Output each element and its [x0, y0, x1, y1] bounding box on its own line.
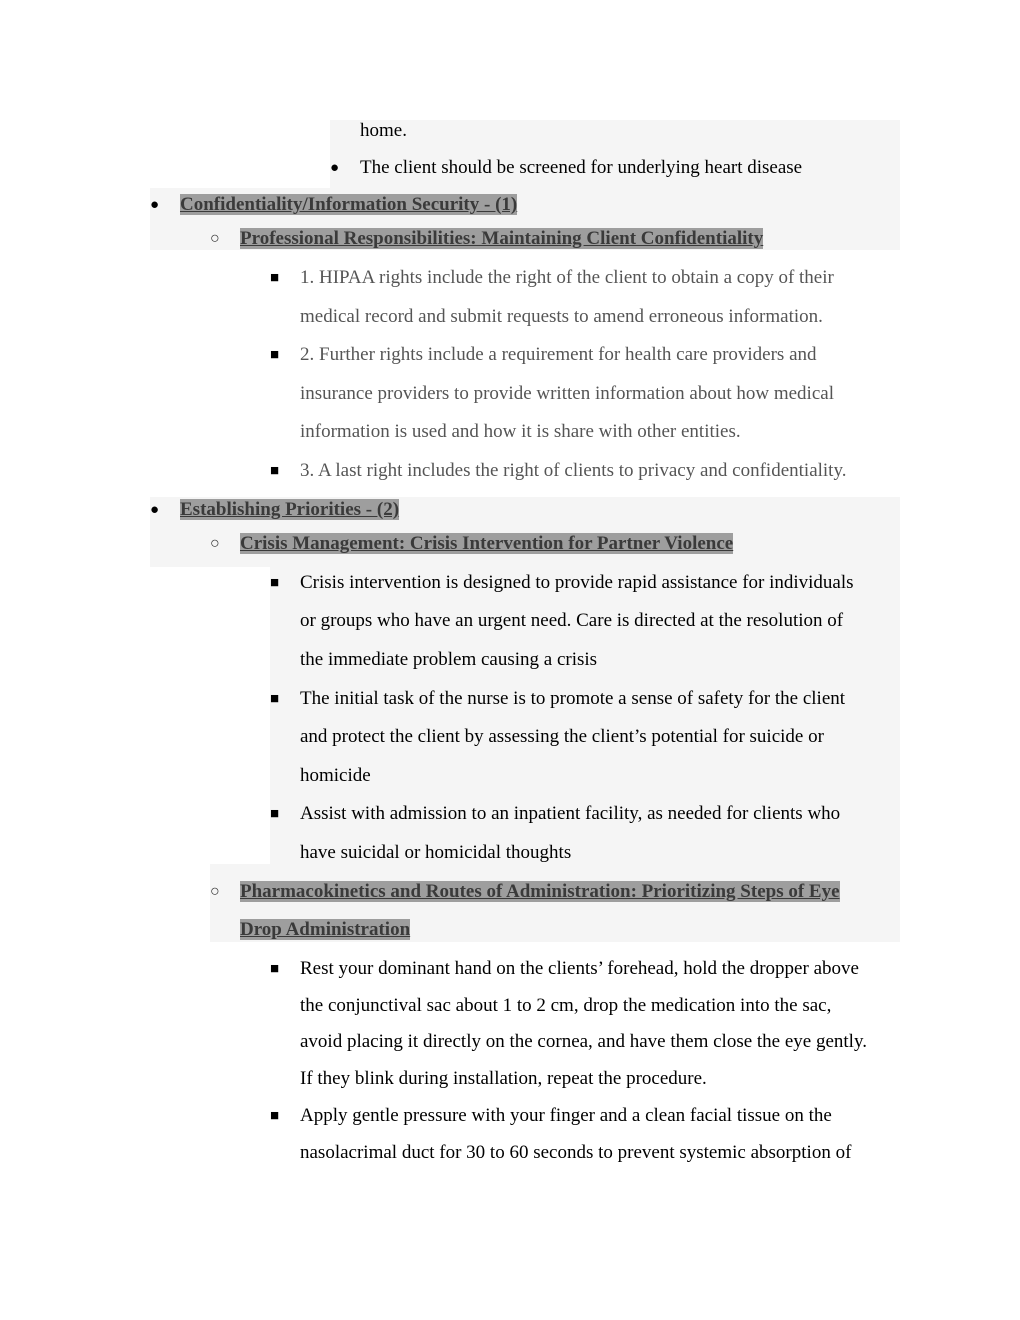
- pharm-sub-heading-line-1: [240, 881, 840, 903]
- square-bullet-icon: ■: [270, 806, 280, 822]
- section2-heading-text: Establishing Priorities - (2): [180, 499, 400, 520]
- square-bullet-icon: ■: [270, 463, 280, 479]
- disc-bullet-icon: ●: [150, 197, 160, 213]
- square-bullet-icon: ■: [270, 1108, 280, 1124]
- eye-drop-item-2-line-2: nasolacrimal duct for 30 to 60 seconds to prevent systemic absorption of: [300, 1142, 852, 1163]
- hipaa-item-1-line-1: 1. HIPAA rights include the right of the client to obtain a copy of their: [300, 267, 834, 288]
- section1-heading-text: Confidentiality/Information Security - (1): [180, 194, 518, 215]
- section1-heading: [180, 194, 517, 216]
- square-bullet-icon: ■: [270, 270, 280, 286]
- circle-bullet-icon: ○: [210, 230, 220, 247]
- section1-sub-heading-text: Professional Responsibilities: Maintaining Client Confidentiality: [240, 228, 764, 249]
- square-bullet-icon: ■: [270, 961, 280, 977]
- crisis-sub-heading-text: Crisis Management: Crisis Intervention for Partner Violence: [240, 533, 734, 554]
- carryover-bullet-text: The client should be screened for underlying heart disease: [360, 157, 803, 178]
- eye-drop-item-1-line-1: Rest your dominant hand on the clients’ forehead, hold the dropper above: [300, 958, 859, 979]
- hipaa-item-2-line-3: information is used and how it is share with other entities.: [300, 421, 741, 442]
- circle-bullet-icon: ○: [210, 883, 220, 900]
- disc-bullet-icon: ●: [150, 502, 160, 518]
- section2-heading: [180, 499, 399, 521]
- pharm-sub-heading-line-2: [240, 919, 410, 941]
- crisis-item-3-line-2: have suicidal or homicidal thoughts: [300, 842, 572, 863]
- shade-carryover: [330, 120, 900, 190]
- crisis-sub-heading: [240, 533, 733, 555]
- carryover-line: home.: [360, 120, 407, 141]
- eye-drop-item-1-line-3: avoid placing it directly on the cornea, and have them close the eye gently.: [300, 1031, 867, 1052]
- square-bullet-icon: ■: [270, 575, 280, 591]
- eye-drop-item-2-line-1: Apply gentle pressure with your finger and a clean facial tissue on the: [300, 1105, 832, 1126]
- eye-drop-item-1-line-2: the conjunctival sac about 1 to 2 cm, drop the medication into the sac,: [300, 995, 832, 1016]
- circle-bullet-icon: ○: [210, 535, 220, 552]
- hipaa-item-2-line-2: insurance providers to provide written information about how medical: [300, 383, 834, 404]
- crisis-item-1-line-3: the immediate problem causing a crisis: [300, 649, 598, 670]
- crisis-item-3-line-1: Assist with admission to an inpatient facility, as needed for clients who: [300, 803, 841, 824]
- pharm-sub-heading-text-2: Drop Administration: [240, 919, 411, 940]
- crisis-item-2-line-3: homicide: [300, 765, 371, 786]
- section1-sub-heading: [240, 228, 763, 250]
- hipaa-item-2-line-1: 2. Further rights include a requirement for health care providers and: [300, 344, 817, 365]
- eye-drop-item-1-line-4: If they blink during installation, repeat the procedure.: [300, 1068, 707, 1089]
- pharm-sub-heading-text-1: Pharmacokinetics and Routes of Administration: Prioritizing Steps of Eye: [240, 881, 840, 902]
- hipaa-item-1-line-2: medical record and submit requests to amend erroneous information.: [300, 306, 823, 327]
- disc-bullet-icon: ●: [330, 160, 340, 176]
- crisis-item-1-line-2: or groups who have an urgent need. Care is directed at the resolution of: [300, 610, 844, 631]
- crisis-item-2-line-1: The initial task of the nurse is to promote a sense of safety for the client: [300, 688, 846, 709]
- crisis-item-2-line-2: and protect the client by assessing the client’s potential for suicide or: [300, 726, 824, 747]
- square-bullet-icon: ■: [270, 691, 280, 707]
- square-bullet-icon: ■: [270, 347, 280, 363]
- hipaa-item-3-line-1: 3. A last right includes the right of clients to privacy and confidentiality.: [300, 460, 847, 481]
- crisis-item-1-line-1: Crisis intervention is designed to provide rapid assistance for individuals: [300, 572, 854, 593]
